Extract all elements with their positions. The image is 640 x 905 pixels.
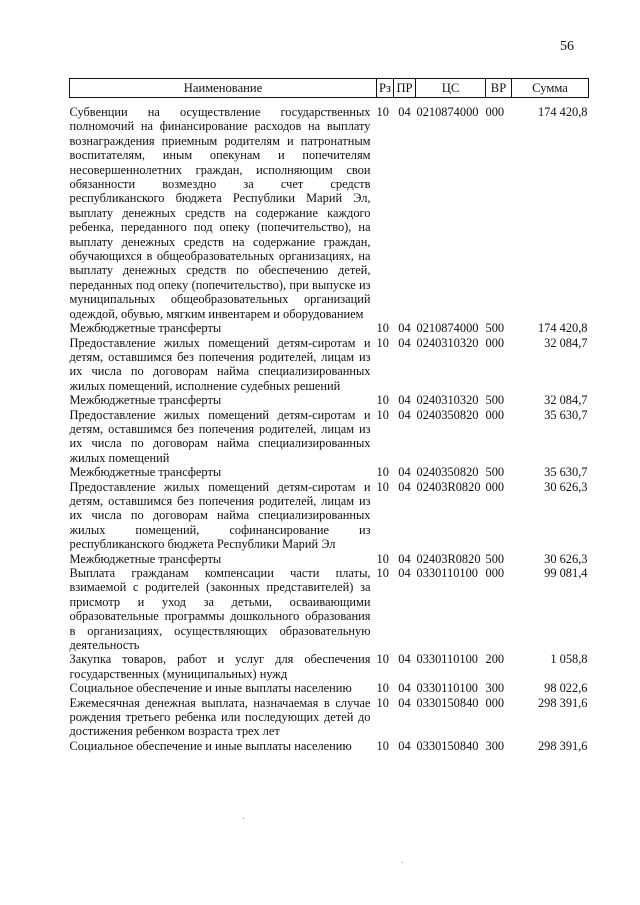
row-sum-cell: 30 626,3 — [544, 551, 588, 566]
row-pr-cell: 04 — [398, 321, 411, 336]
row-rz-cell: 10 — [376, 652, 389, 667]
row-vr-cell: 000 — [485, 479, 505, 494]
row-sum-cell: 174 420,8 — [537, 105, 588, 119]
row-cs-cell: 02403R0820 — [416, 479, 481, 494]
row-sum-cell: 99 081,4 — [544, 566, 588, 580]
scan-speck — [402, 862, 403, 863]
row-name-cell: Межбюджетные трансферты — [69, 465, 222, 480]
row-pr-cell: 04 — [398, 479, 411, 494]
row-cs-cell: 0330110100 — [416, 652, 478, 667]
scan-speck — [243, 818, 244, 819]
row-vr-cell: 500 — [485, 551, 505, 566]
row-sum-cell: 1 058,8 — [550, 652, 588, 667]
row-sum-cell: 32 084,7 — [544, 393, 588, 408]
row-name-cell: Межбюджетные трансферты — [69, 551, 222, 566]
row-name-cell: Социальное обеспечение и иные выплаты населению — [69, 681, 352, 696]
row-rz-cell: 10 — [376, 465, 389, 480]
row-sum-cell: 174 420,8 — [537, 321, 588, 336]
row-sum-cell: 32 084,7 — [544, 335, 588, 350]
table-row — [70, 408, 589, 466]
table-row — [70, 652, 589, 681]
table-row — [70, 696, 589, 739]
row-pr-cell: 04 — [398, 551, 411, 566]
row-name-cell: Закупка товаров, работ и услуг для обеспечения государственных (муниципальных) нужд — [69, 652, 371, 681]
row-name-cell: Выплата гражданам компенсации части платы, взимаемой с родителей (законных представителей) за присмотр и уход за детьми, осваивающими образовательные программы дошкольного образования в организациях, осуществляющих образовательную деятельность — [69, 566, 371, 653]
row-rz-cell: 10 — [376, 738, 389, 753]
row-sum-cell: 30 626,3 — [544, 479, 588, 494]
row-name-cell: Предоставление жилых помещений детям-сиротам и детям, оставшимся без попечения родителей, лицам из их числа по договорам найма специализированных жилых помещений — [69, 407, 371, 465]
row-vr-cell: 000 — [485, 695, 505, 710]
row-cs-cell: 0330150840 — [416, 738, 479, 753]
row-vr-cell: 200 — [485, 652, 505, 667]
row-rz-cell: 10 — [376, 321, 389, 336]
row-cs-cell: 0330110100 — [416, 681, 478, 696]
table-row — [70, 552, 589, 566]
row-sum-cell: 298 391,6 — [537, 695, 588, 710]
header-vr: ВР — [486, 79, 512, 98]
row-sum-cell: 35 630,7 — [544, 465, 588, 480]
row-name-cell: Субвенции на осуществление государственных полномочий на финансирование расходов на выплату вознаграждения приемным родителям и патронатным воспитателям, иным опекунам и попечителям несовершеннолетних граждан, исполняющим свои обязанности возмездно за счет средств республиканского бюджета Республики Марий Эл, выплату денежных средств на содержание каждого ребенка, переданного под опеку (попечительство), на выплату денежных средств на содержание граждан, обучающихся в общеобразовательных организациях, на выплату денежных средств по обеспечению детей, переданных под опеку (попечительство), при выпуске из муниципальных общеобразовательных организаций одеждой, обувью, мягким инвентарем и оборудованием — [69, 105, 371, 321]
row-pr-cell: 04 — [398, 335, 411, 350]
row-vr-cell: 500 — [485, 465, 505, 480]
row-pr-cell: 04 — [398, 652, 411, 667]
row-rz-cell: 10 — [376, 393, 389, 408]
row-name-cell: Ежемесячная денежная выплата, назначаемая в случае рождения третьего ребенка или последующих детей до достижения ребенком возраста трех лет — [69, 695, 371, 739]
table-row — [70, 465, 589, 479]
table-body — [70, 98, 589, 754]
row-pr-cell: 04 — [398, 566, 411, 580]
row-rz-cell: 10 — [376, 551, 389, 566]
row-rz-cell: 10 — [376, 407, 389, 422]
table-header-row — [70, 79, 589, 98]
page-number: 56 — [560, 39, 574, 54]
table-row — [70, 480, 589, 552]
row-vr-cell: 000 — [485, 566, 505, 580]
row-vr-cell: 500 — [485, 393, 505, 408]
header-pr: ПР — [394, 79, 416, 98]
row-rz-cell: 10 — [376, 105, 389, 119]
row-name-cell: Социальное обеспечение и иные выплаты населению — [69, 738, 352, 753]
row-sum-cell: 35 630,7 — [544, 407, 588, 422]
row-cs-cell: 0240350820 — [416, 407, 479, 422]
table-row — [70, 739, 589, 753]
row-pr-cell: 04 — [398, 105, 411, 119]
table-row — [70, 393, 589, 407]
row-pr-cell: 04 — [398, 681, 411, 696]
table-row — [70, 105, 589, 321]
row-vr-cell: 000 — [485, 105, 505, 119]
row-cs-cell: 0240310320 — [416, 393, 479, 408]
row-cs-cell: 02403R0820 — [416, 551, 481, 566]
table-row — [70, 321, 589, 335]
row-name-cell: Межбюджетные трансферты — [69, 321, 222, 336]
header-rz: Рз — [377, 79, 394, 98]
header-name: Наименование — [70, 79, 377, 98]
row-name-cell: Предоставление жилых помещений детям-сиротам и детям, оставшимся без попечения родителей, лицам из их числа по договорам найма специализированных жилых помещений, исполнение судебных решений — [69, 335, 371, 393]
row-cs-cell: 0330110100 — [416, 566, 478, 580]
row-vr-cell: 000 — [485, 335, 505, 350]
row-rz-cell: 10 — [376, 695, 389, 710]
row-sum-cell: 98 022,6 — [544, 681, 588, 696]
table-row — [70, 336, 589, 394]
row-rz-cell: 10 — [376, 335, 389, 350]
row-pr-cell: 04 — [398, 393, 411, 408]
row-pr-cell: 04 — [398, 465, 411, 480]
row-cs-cell: 0210874000 — [416, 105, 479, 119]
row-rz-cell: 10 — [376, 566, 389, 580]
row-cs-cell: 0330150840 — [416, 695, 479, 710]
row-cs-cell: 0240310320 — [416, 335, 479, 350]
row-pr-cell: 04 — [398, 695, 411, 710]
row-name-cell: Предоставление жилых помещений детям-сиротам и детям, оставшимся без попечения родителей, лицам из их числа по договорам найма специализированных жилых помещений, софинансирование из республиканского бюджета Республики Марий Эл — [69, 479, 371, 552]
row-vr-cell: 300 — [485, 681, 505, 696]
row-vr-cell: 500 — [485, 321, 505, 336]
row-pr-cell: 04 — [398, 407, 411, 422]
header-cs: ЦС — [416, 79, 486, 98]
budget-table — [69, 78, 589, 753]
row-sum-cell: 298 391,6 — [537, 738, 588, 753]
row-vr-cell: 300 — [485, 738, 505, 753]
header-sum: Сумма — [512, 79, 589, 98]
table-row — [70, 566, 589, 652]
row-cs-cell: 0240350820 — [416, 465, 479, 480]
table-row — [70, 681, 589, 695]
row-rz-cell: 10 — [376, 681, 389, 696]
row-cs-cell: 0210874000 — [416, 321, 479, 336]
row-rz-cell: 10 — [376, 479, 389, 494]
row-vr-cell: 000 — [485, 407, 505, 422]
row-name-cell: Межбюджетные трансферты — [69, 393, 222, 408]
row-pr-cell: 04 — [398, 738, 411, 753]
